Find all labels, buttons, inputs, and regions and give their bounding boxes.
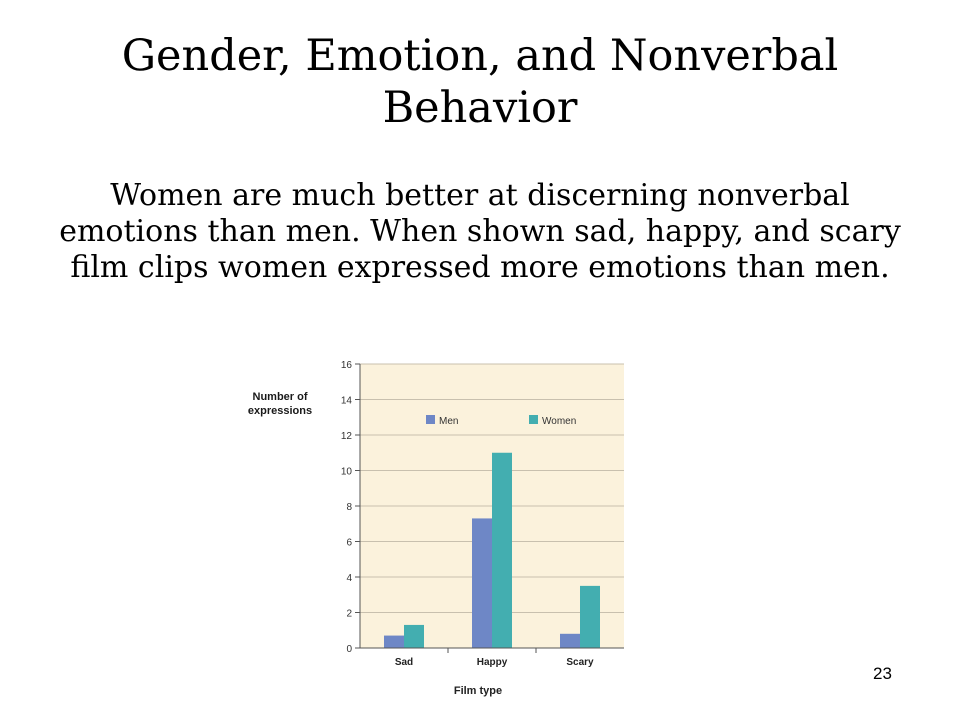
bar-women-scary: [580, 586, 600, 648]
chart-y-ticks: [341, 360, 360, 655]
y-tick-label: 10: [340, 466, 352, 478]
slide-number: 23: [873, 664, 892, 683]
bar-women-sad: [404, 625, 424, 648]
slide-title: Gender, Emotion, and Nonverbal Behavior: [121, 31, 839, 133]
legend-swatch-women: [529, 415, 538, 424]
slide-body-text: Women are much better at discerning nonverbal emotions than men. When shown sad, happy, and scary film clips women expressed more emotions than men.: [59, 178, 901, 285]
legend-swatch-men: [426, 415, 435, 424]
chart-y-axis-label: Number of expressions: [247, 391, 313, 417]
x-tick-label: Scary: [566, 657, 594, 668]
chart-x-axis-label: Film type: [453, 685, 503, 697]
y-tick-label: 0: [346, 644, 352, 655]
y-tick-label: 16: [340, 360, 352, 371]
y-tick-label: 4: [346, 573, 352, 584]
bar-men-scary: [560, 634, 580, 648]
legend-label-women: Women: [542, 416, 577, 427]
x-tick-label: Happy: [476, 657, 508, 668]
y-tick-label: 12: [340, 431, 352, 442]
legend-label-men: Men: [439, 416, 459, 427]
x-tick-label: Sad: [394, 657, 414, 668]
bar-men-sad: [384, 636, 404, 648]
chart-x-ticks: [395, 648, 594, 668]
y-tick-label: 2: [346, 608, 352, 620]
y-tick-label: 6: [346, 537, 352, 549]
bar-men-happy: [472, 518, 492, 648]
bar-women-happy: [492, 453, 512, 648]
y-tick-label: 14: [340, 395, 352, 407]
y-tick-label: 8: [346, 502, 352, 513]
